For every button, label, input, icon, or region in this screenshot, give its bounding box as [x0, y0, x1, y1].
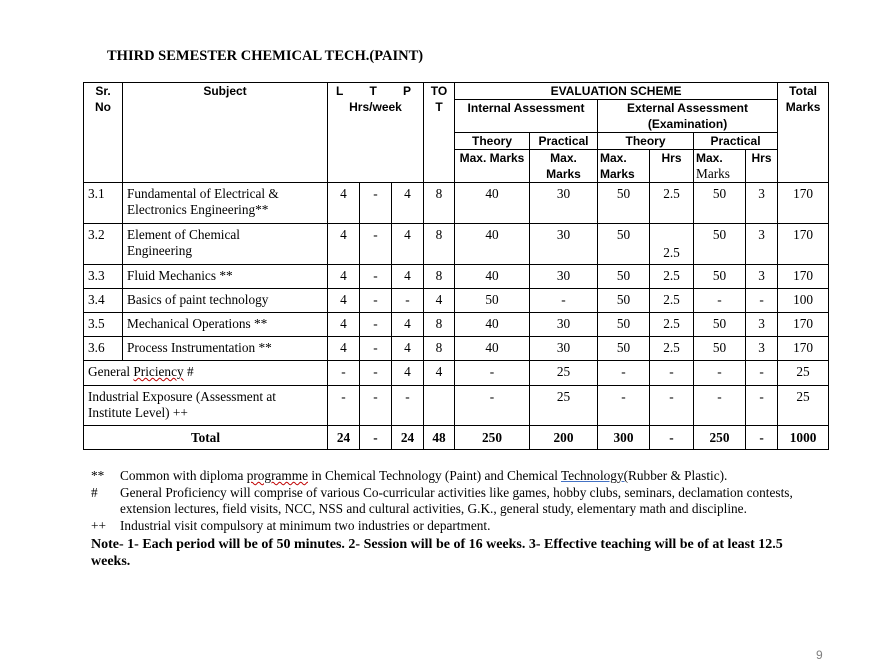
header-sr-no: Sr. No: [84, 83, 123, 183]
table-row-industrial-exposure: Industrial Exposure (Assessment at Institute Level) ++ - - - - 25 - - - - 25: [84, 386, 829, 426]
table-row: 3.5 Mechanical Operations ** 4 - 4 8 40 30 50 2.5 50 3 170: [84, 313, 829, 337]
table-row: 3.4 Basics of paint technology 4 - - 4 50 - 50 2.5 - - 100: [84, 289, 829, 313]
table-row: 3.2 Element of Chemical Engineering 4 - 4 8 40 30 50 2.5 50 3 170: [84, 224, 829, 265]
header-ex-practical: Practical: [694, 133, 778, 150]
header-evaluation-scheme: EVALUATION SCHEME: [455, 83, 778, 100]
header-internal-assessment: Internal Assessment: [455, 100, 598, 133]
page-number: 9: [816, 648, 823, 662]
table-row-general-proficiency: General Priciency # - - 4 4 - 25 - - - - 25: [84, 361, 829, 386]
header-ex-theory: Theory: [598, 133, 694, 150]
table-row: 3.3 Fluid Mechanics ** 4 - 4 8 40 30 50 2.5 50 3 170: [84, 265, 829, 289]
header-external-assessment: External Assessment (Examination): [598, 100, 778, 133]
header-ex-theory-max-marks: Max. Marks: [598, 150, 650, 183]
header-ia-theory: Theory: [455, 133, 530, 150]
header-ia-theory-max-marks: Max. Marks: [455, 150, 530, 183]
footnote-industrial-visit: ++ Industrial visit compulsory at minimum two industries or department.: [91, 517, 491, 533]
header-ltp: L T P Hrs/week: [328, 83, 424, 183]
footnote-common: ** Common with diploma programme in Chemical Technology (Paint) and Chemical Technology(Rubber & Plastic).: [91, 468, 728, 483]
header-tot: TO T: [424, 83, 455, 183]
header-ia-practical: Practical: [530, 133, 598, 150]
evaluation-scheme-table: [83, 82, 829, 450]
footnote-general-proficiency: # General Proficiency will comprise of various Co-curricular activities like games, hobby clubs, seminars, declamation contests, extension lectures, field visits, NCC, NSS and cultural activities, G.K., general study, elementary math and discipline.: [91, 484, 793, 516]
footnotes: [91, 468, 811, 570]
header-ex-practical-hrs: Hrs: [746, 150, 778, 183]
header-total-marks: Total Marks: [778, 83, 829, 183]
header-ex-practical-max-marks: Max. Marks: [694, 150, 746, 183]
header-ex-theory-hrs: Hrs: [650, 150, 694, 183]
footnote-note: Note- 1- Each period will be of 50 minutes. 2- Session will be of 16 weeks. 3- Effective teaching will be of at least 12.5 weeks.: [91, 537, 783, 569]
page-title: THIRD SEMESTER CHEMICAL TECH.(PAINT): [107, 48, 424, 64]
header-subject: Subject: [123, 83, 328, 183]
table-row: 3.6 Process Instrumentation ** 4 - 4 8 40 30 50 2.5 50 3 170: [84, 337, 829, 361]
header-ia-practical-max-marks: Max. Marks: [530, 150, 598, 183]
table-row-total: Total 24 - 24 48 250 200 300 - 250 - 1000: [84, 426, 829, 450]
table-row: 3.1 Fundamental of Electrical & Electronics Engineering** 4 - 4 8 40 30 50 2.5 50 3 170: [84, 183, 829, 224]
